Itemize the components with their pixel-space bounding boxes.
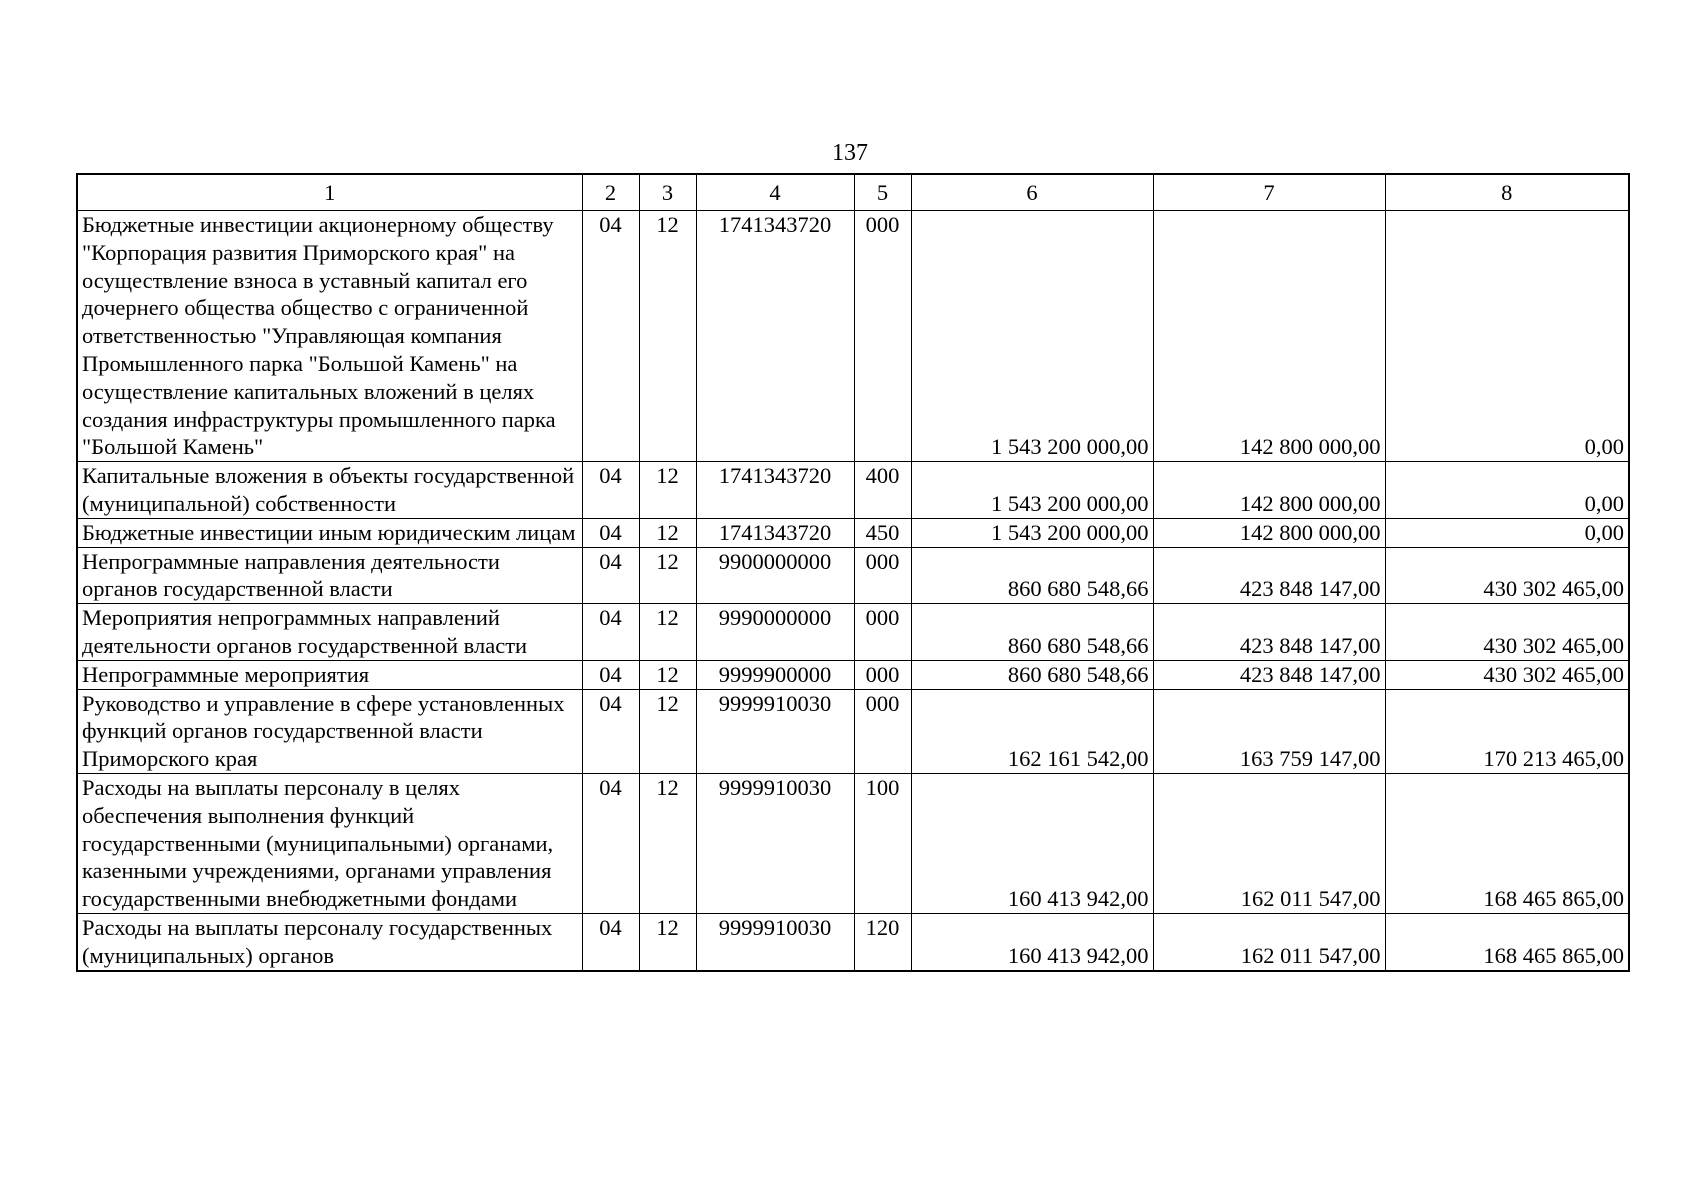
target-article-code-cell: 1741343720 (696, 518, 854, 547)
target-article-code-cell: 9999910030 (696, 913, 854, 970)
table-row (77, 547, 1629, 604)
subsection-code-cell: 12 (639, 518, 696, 547)
column-header: 8 (1385, 174, 1629, 211)
column-header: 4 (696, 174, 854, 211)
amount-col7-cell: 423 848 147,00 (1153, 660, 1385, 689)
expense-type-code-cell: 100 (854, 773, 911, 913)
expense-name-cell: Руководство и управление в сфере установленных функций органов государственной власти Приморского края (77, 689, 582, 773)
amount-col6-cell: 162 161 542,00 (911, 689, 1153, 773)
amount-col7-cell: 142 800 000,00 (1153, 211, 1385, 462)
subsection-code-cell: 12 (639, 660, 696, 689)
column-number-row (77, 174, 1629, 211)
subsection-code-cell: 12 (639, 604, 696, 661)
amount-col6-cell: 160 413 942,00 (911, 913, 1153, 970)
amount-col6-cell: 1 543 200 000,00 (911, 211, 1153, 462)
amount-col8-cell: 0,00 (1385, 211, 1629, 462)
subsection-code-cell: 12 (639, 773, 696, 913)
page-number: 137 (832, 140, 868, 166)
target-article-code-cell: 9999910030 (696, 773, 854, 913)
section-code-cell: 04 (582, 913, 639, 970)
column-header: 5 (854, 174, 911, 211)
amount-col7-cell: 162 011 547,00 (1153, 913, 1385, 970)
amount-col6-cell: 860 680 548,66 (911, 604, 1153, 661)
subsection-code-cell: 12 (639, 211, 696, 462)
expense-type-code-cell: 000 (854, 211, 911, 462)
target-article-code-cell: 9999910030 (696, 689, 854, 773)
section-code-cell: 04 (582, 518, 639, 547)
amount-col6-cell: 1 543 200 000,00 (911, 518, 1153, 547)
expense-name-cell: Расходы на выплаты персоналу в целях обеспечения выполнения функций государственными (муниципальными) органами, казенными учреждениями, органами управления государственными внебюджетными фондами (77, 773, 582, 913)
amount-col8-cell: 0,00 (1385, 462, 1629, 519)
subsection-code-cell: 12 (639, 462, 696, 519)
target-article-code-cell: 9999900000 (696, 660, 854, 689)
expense-type-code-cell: 400 (854, 462, 911, 519)
amount-col7-cell: 142 800 000,00 (1153, 518, 1385, 547)
amount-col7-cell: 423 848 147,00 (1153, 604, 1385, 661)
table-row (77, 913, 1629, 970)
target-article-code-cell: 1741343720 (696, 211, 854, 462)
expense-type-code-cell: 450 (854, 518, 911, 547)
table-row (77, 604, 1629, 661)
expense-name-cell: Мероприятия непрограммных направлений деятельности органов государственной власти (77, 604, 582, 661)
expense-type-code-cell: 120 (854, 913, 911, 970)
amount-col6-cell: 860 680 548,66 (911, 660, 1153, 689)
section-code-cell: 04 (582, 211, 639, 462)
subsection-code-cell: 12 (639, 689, 696, 773)
column-header: 2 (582, 174, 639, 211)
amount-col8-cell: 170 213 465,00 (1385, 689, 1629, 773)
expense-type-code-cell: 000 (854, 660, 911, 689)
expense-name-cell: Расходы на выплаты персоналу государственных (муниципальных) органов (77, 913, 582, 970)
section-code-cell: 04 (582, 773, 639, 913)
expense-name-cell: Непрограммные мероприятия (77, 660, 582, 689)
column-header: 7 (1153, 174, 1385, 211)
amount-col8-cell: 430 302 465,00 (1385, 660, 1629, 689)
table-row (77, 773, 1629, 913)
amount-col7-cell: 423 848 147,00 (1153, 547, 1385, 604)
amount-col7-cell: 163 759 147,00 (1153, 689, 1385, 773)
table-row (77, 462, 1629, 519)
target-article-code-cell: 9990000000 (696, 604, 854, 661)
amount-col6-cell: 160 413 942,00 (911, 773, 1153, 913)
expense-type-code-cell: 000 (854, 689, 911, 773)
expense-type-code-cell: 000 (854, 604, 911, 661)
expense-type-code-cell: 000 (854, 547, 911, 604)
amount-col6-cell: 860 680 548,66 (911, 547, 1153, 604)
section-code-cell: 04 (582, 689, 639, 773)
subsection-code-cell: 12 (639, 547, 696, 604)
table-row (77, 689, 1629, 773)
amount-col8-cell: 0,00 (1385, 518, 1629, 547)
amount-col6-cell: 1 543 200 000,00 (911, 462, 1153, 519)
amount-col8-cell: 430 302 465,00 (1385, 547, 1629, 604)
amount-col7-cell: 142 800 000,00 (1153, 462, 1385, 519)
amount-col7-cell: 162 011 547,00 (1153, 773, 1385, 913)
amount-col8-cell: 430 302 465,00 (1385, 604, 1629, 661)
amount-col8-cell: 168 465 865,00 (1385, 773, 1629, 913)
section-code-cell: 04 (582, 462, 639, 519)
target-article-code-cell: 1741343720 (696, 462, 854, 519)
expense-name-cell: Непрограммные направления деятельности органов государственной власти (77, 547, 582, 604)
column-header: 3 (639, 174, 696, 211)
budget-table (76, 173, 1630, 972)
table-row (77, 211, 1629, 462)
amount-col8-cell: 168 465 865,00 (1385, 913, 1629, 970)
expense-name-cell: Бюджетные инвестиции иным юридическим лицам (77, 518, 582, 547)
section-code-cell: 04 (582, 604, 639, 661)
target-article-code-cell: 9900000000 (696, 547, 854, 604)
table-row (77, 660, 1629, 689)
expense-name-cell: Бюджетные инвестиции акционерному обществу "Корпорация развития Приморского края" на осуществление взноса в уставный капитал его дочернего общества общество с ограниченной ответственностью "Управляющая компания Промышленного парка "Большой Камень" на осуществление капитальных вложений в целях создания инфраструктуры промышленного парка "Большой Камень" (77, 211, 582, 462)
subsection-code-cell: 12 (639, 913, 696, 970)
expense-name-cell: Капитальные вложения в объекты государственной (муниципальной) собственности (77, 462, 582, 519)
column-header: 1 (77, 174, 582, 211)
section-code-cell: 04 (582, 660, 639, 689)
column-header: 6 (911, 174, 1153, 211)
section-code-cell: 04 (582, 547, 639, 604)
table-row (77, 518, 1629, 547)
